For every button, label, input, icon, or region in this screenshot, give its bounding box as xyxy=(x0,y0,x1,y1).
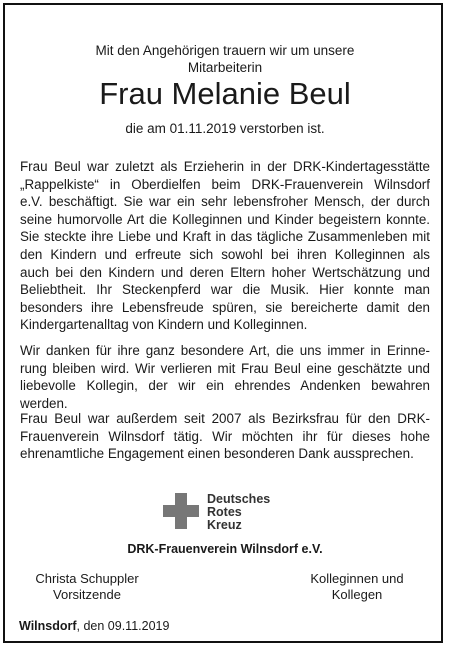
footer-place: Wilnsdorf xyxy=(19,619,77,633)
intro-line-2: Mitarbeiterin xyxy=(187,60,263,75)
paragraph-2 xyxy=(20,342,430,412)
paragraph-line: den Kindern und erfreute sich sowohl bei ihren Kolleginnen als xyxy=(20,246,430,262)
paragraph-line: liebevolle Kollegin, der wir ein ehrendes Andenken bewahren xyxy=(20,378,430,394)
paragraph-line: Frau Beul war zuletzt als Erzieherin in der DRK-Kindertagesstätte xyxy=(20,159,430,174)
footer-date: , den 09.11.2019 xyxy=(76,619,170,633)
signature-role: Vorsitzende xyxy=(53,587,121,602)
paragraph-line: Frauenverein Wilnsdorf tätig. Wir möchten ihr für dieses hohe xyxy=(20,428,430,444)
paragraph-3 xyxy=(20,410,430,463)
logo-wordmark xyxy=(207,493,270,532)
place-date xyxy=(19,618,169,634)
paragraph-1 xyxy=(20,158,430,334)
logo-line-3: Kreuz xyxy=(207,518,242,532)
paragraph-line: Beliebtheit. Ihr Steckenpferd war die Musik. Hier konnte man xyxy=(20,282,430,298)
intro-line-1: Mit den Angehörigen trauern wir um unsere xyxy=(95,43,355,58)
paragraph-line: werden. xyxy=(20,395,68,411)
signature-colleagues xyxy=(292,571,422,603)
paragraph-line: Sie steckte ihre Liebe und Kraft in das tägliche Zusammenleben mit xyxy=(20,229,430,245)
logo-line-1: Deutsches xyxy=(207,492,271,506)
paragraph-line: Wir danken für ihre ganz besondere Art, die uns immer in Erinne- xyxy=(20,343,430,358)
death-notice: die am 01.11.2019 verstorben ist. xyxy=(125,121,325,136)
paragraph-line: e.V. beschäftigt. Sie war ein sehr lebensfroher Mensch, der durch xyxy=(20,194,430,210)
signature-line-1: Kolleginnen und xyxy=(310,571,404,586)
organization-name: DRK-Frauenverein Wilnsdorf e.V. xyxy=(127,542,323,556)
drk-logo xyxy=(163,493,293,533)
paragraph-line: ehrenamtliche Engagement einen besonderen Dank aussprechen. xyxy=(20,446,414,462)
paragraph-line: rung bleiben wird. Wir verlieren mit Frau Beul eine geschätzte und xyxy=(20,360,430,376)
logo-line-2: Rotes xyxy=(207,505,242,519)
paragraph-line: auch bei den Kindern und deren Eltern hoher Wertschätzung und xyxy=(20,264,430,280)
paragraph-line: besonders ihre Lebensfreude spüren, sie bereicherte damit den xyxy=(20,299,430,315)
signature-line-2: Kollegen xyxy=(331,587,383,602)
paragraph-line: „Rappelkiste“ in Oberdielfen beim DRK-Frauenverein Wilnsdorf xyxy=(20,176,430,192)
signature-name: Christa Schuppler xyxy=(35,571,139,586)
paragraph-line: Frau Beul war außerdem seit 2007 als Bezirksfrau für den DRK- xyxy=(20,411,430,426)
intro-text xyxy=(20,42,430,76)
paragraph-line: Kindergartenalltag von Kindern und Kolleginnen. xyxy=(20,317,308,333)
paragraph-line: seine humorvolle Art die Kolleginnen und Kinder begeistern konnte. xyxy=(20,211,430,227)
red-cross-icon xyxy=(163,493,199,529)
deceased-name: Frau Melanie Beul xyxy=(99,76,351,111)
signature-chair xyxy=(22,571,152,603)
